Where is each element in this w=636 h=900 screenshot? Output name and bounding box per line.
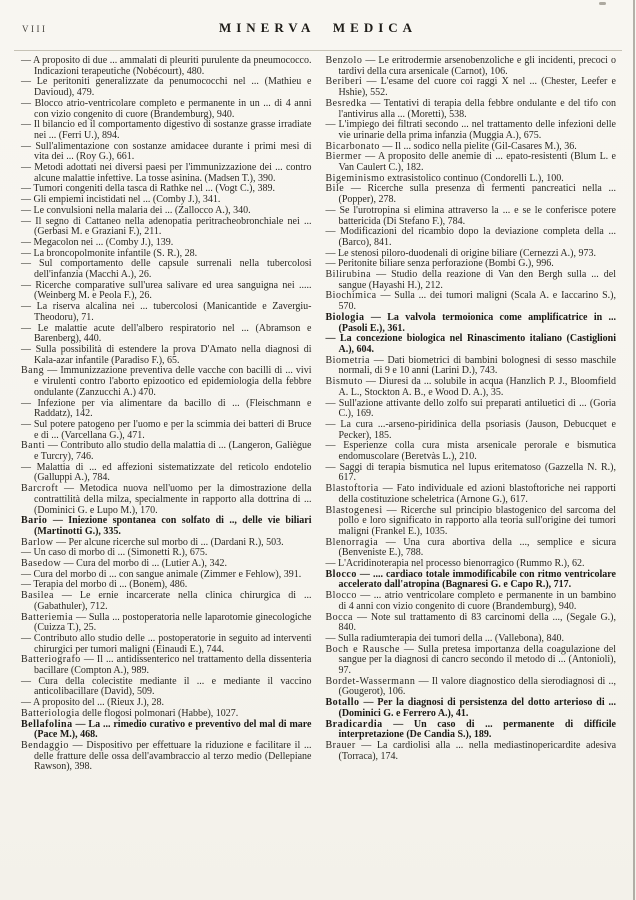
index-entry [326, 56, 617, 77]
entry-text: — Blocco atrio-ventricolare completo e permanente in un ... di 4 anni con vizio congenito di cuore (Brandemburg), 940. [21, 97, 312, 120]
index-entry [21, 677, 312, 698]
entry-headword: Bismuto [325, 376, 363, 388]
entry-headword: Barcroft [21, 483, 59, 495]
index-entry [21, 281, 312, 302]
index-entry [21, 655, 312, 676]
index-entry [326, 463, 617, 484]
entry-text: — Esperienze colla cura mista arsenicale perorale e bismutica endomuscolare (Beretvàs L.), 210. [325, 440, 616, 463]
index-entry [21, 399, 312, 420]
entry-headword: Blenorragia [325, 536, 379, 548]
entry-text: — La concezione biologica nel Rinascimento italiano (Castiglioni A.), 604. [325, 333, 616, 355]
entry-text: — Il segno di Cattaneo nella adenopatia peritracheobronchiale nei ... (Gerbasi M. e Graziani F.), 211. [21, 215, 312, 238]
entry-text: — La ... rimedio curativo e preventivo del mal di mare (Pace M.), 468. [34, 718, 312, 741]
index-entry [326, 645, 617, 677]
index-entry [326, 120, 617, 141]
index-entry [21, 345, 312, 366]
entry-text: — Sul comportamento delle capsule surrenali nella tubercolosi dell'infanzia (Macchi A.), 26. [21, 258, 312, 281]
index-entry [21, 259, 312, 280]
index-entry [21, 324, 312, 345]
entry-text: — Le convulsioni nella malaria dei ... (Zallocco A.), 340. [21, 204, 251, 216]
entry-text: — L'Acridinoterapia nel processo bienorragico (Rummo R.), 62. [325, 558, 585, 570]
index-entry [326, 99, 617, 120]
entry-headword: Bendaggio [21, 740, 69, 751]
entry-text: — Sull'azione attivante dello zolfo sui preparati antiluetici di ... (Goria C.), 169. [325, 397, 616, 420]
entry-headword: Blastoftoria [325, 483, 379, 495]
entry-headword: Biermer [325, 151, 362, 163]
entry-headword: Besredka [325, 97, 367, 109]
entry-headword: Beriberi [325, 76, 363, 88]
index-entry [21, 613, 312, 634]
entry-text: — Contributo allo studio della malattia di ... (Langeron, Galiègue e Turcry), 746. [34, 440, 312, 463]
entry-text: — Il valore diagnostico della sierodiagnosi di .., (Gougerot), 106. [338, 675, 617, 698]
entry-text: — Sulla pretesa importanza della coagulazione del sangue per la diagnosi di cancro secondo il metodo di ... (Antonioli), 97. [338, 643, 616, 677]
index-entry [326, 152, 617, 173]
entry-text: — La broncopolmonite infantile (S. R.), 28. [21, 247, 198, 259]
entry-text: — Le ernie incarcerate nella clinica chirurgica di ... (Gabathuler), 712. [34, 590, 312, 612]
entry-text: — Sulla possibilità di estendere la prova D'Amato nella diagnosi di Kala-azar infantile (Paradiso F.), 65. [21, 343, 312, 366]
index-entry [326, 313, 617, 334]
entry-headword: Banti [21, 440, 46, 452]
entry-text: — Immunizzazione preventiva delle vacche con bacilli di ... vivi e virulenti contro l'aborto epizootico ed epidemiologia della febbre ondulante (Zanzucchi A.) 470. [34, 365, 312, 398]
index-entry [21, 163, 312, 184]
entry-text: — Studio della reazione di Van den Bergh sulla ... del sangue (Hayashi H.), 212. [338, 269, 616, 291]
entry-text: delle flogosi polmonari (Habbe), 1027. [82, 707, 239, 719]
index-entry [326, 227, 617, 248]
index-entry [21, 142, 312, 163]
journal-title: MINERVA MEDICA [218, 20, 418, 35]
entry-text: — Le eritrodermie arsenobenzoliche e gli incidenti, precoci o tardivi della cura arsenicale (Carnot), 106. [338, 55, 616, 77]
entry-headword: Bilirubina [325, 269, 372, 281]
index-entry [326, 538, 617, 559]
index-entry [21, 77, 312, 98]
entry-headword: Bicarbonato [325, 140, 380, 152]
entry-text: — Gli empiemi incistidati nel ... (Comby J.), 341. [21, 194, 221, 206]
entry-text: — Terapia del morbo di ... (Bonem), 486. [21, 579, 188, 591]
entry-headword: Bile [325, 183, 345, 195]
index-entry [21, 484, 312, 516]
entry-text: — Dati biometrici di bambini bolognesi di sesso maschile normali, di 9 e 10 anni (Larini D.), 743. [338, 354, 617, 377]
entry-text: — Sul potere patogeno per l'uomo e per la scimmia dei batteri di Bruce e di ... (Varcellana G.), 471. [21, 418, 312, 441]
entry-headword: Batteriologia [21, 707, 80, 719]
entry-headword: Blastogenesi [325, 504, 383, 516]
entry-text: — Cura del morbo di ... con sangue animale (Zimmer e Fehlow), 391. [21, 568, 302, 580]
entry-text: — L'esame del cuore coi raggi X nel ... (Chester, Leefer e Hshie), 552. [338, 76, 616, 99]
entry-text: — Sulla ... postoperatoria nelle laparotomie ginecologiche (Cuizza T.), 25. [34, 611, 312, 634]
index-entry [326, 506, 617, 538]
entry-headword: Bellafolina [21, 718, 73, 730]
entry-text: — A proposito di due ... ammalati di pleuriti purulente da pneumococco. Indicazioni terapeutiche (Nobécourt), 480. [21, 55, 312, 77]
index-entry [326, 184, 617, 205]
index-entry [326, 206, 617, 227]
index-entry [21, 720, 312, 741]
index-columns [0, 51, 636, 773]
entry-text: — Megacolon nei ... (Comby J.), 139. [21, 236, 174, 248]
entry-headword: Bradicardia [325, 718, 383, 730]
entry-text: — Tumori congeniti della tasca di Rathke nel ... (Vogt C.), 389. [21, 183, 275, 195]
entry-text: — Ricerche comparative sull'urea salivare ed urea sanguigna nei ..... (Weinberg M. e Peola F.), 26. [21, 279, 312, 302]
index-entry [326, 698, 617, 719]
entry-text: — Ricerche sulla presenza di fermenti pancreatici nella ... (Popper), 278. [338, 183, 616, 206]
index-entry [21, 741, 312, 773]
entry-text: — Per alcune ricerche sul morbo di ... (Dardani R.), 503. [55, 536, 284, 548]
index-entry [326, 720, 617, 741]
entry-text: — Note sul trattamento di 83 carcinomi della ..., (Segale G.), 840. [338, 611, 617, 634]
entry-headword: Batteriografo [21, 654, 81, 666]
entry-text: — Un caso di ... permanente di difficile interpretazione (De Candia S.), 189. [338, 718, 616, 741]
index-entry [326, 677, 617, 698]
entry-text: — A proposito delle anemie di ... epato-resistenti (Blum L. e Van Caulert C.), 182. [338, 151, 616, 174]
entry-text: — Le stenosi piloro-duodenali di origine biliare (Cernezzi A.), 973. [325, 247, 596, 259]
entry-text: — Le malattie acute dell'albero respiratorio nel ... (Abramson e Barenberg), 440. [21, 322, 312, 345]
entry-text: extrasistolico continuo (Condorelli L.), 100. [387, 172, 564, 184]
entry-text: — Infezione per via alimentare da bacillo di ... (Fleischmann e Raddatz), 142. [21, 397, 312, 420]
index-entry [21, 634, 312, 655]
index-entry [326, 270, 617, 291]
entry-text: — L'impiego dei filtrati secondo ... nel trattamento delle infezioni delle vie urinarie della prima infanzia (Muggia A.), 675. [325, 119, 616, 141]
entry-text: — Sulla radiumterapia dei tumori della ... (Vallebona), 840. [325, 632, 565, 644]
index-entry [21, 441, 312, 462]
entry-text: — Cura della colecistite mediante il ... e mediante il vaccino anticolibacillare (David), 509. [21, 675, 312, 698]
entry-text: — .... cardiaco totale immodificabile con ritmo ventricolare accelerato dall'atropina (Bagnaresi G. e Capo R.), 717. [338, 568, 616, 591]
entry-text: — ... atrio ventricolare completo e permanente in un bambino di 4 anni con vizio congenito di cuore (Brandemburg), 940. [338, 590, 616, 612]
index-entry [21, 217, 312, 238]
index-entry [326, 484, 617, 505]
entry-text: — Ricerche sul principio blastogenico del sarcoma del pollo e loro significato in rapporto alla teoria sull'origine dei tumori maligni (Frankel E.), 1035. [338, 504, 616, 537]
entry-text: — Il ... antidissenterico nel trattamento della dissenteria bacillare (Compton A.), 989. [34, 654, 312, 677]
entry-headword: Bordet-Wassermann [325, 675, 416, 687]
scan-edge-artifact [633, 0, 635, 900]
index-entry [21, 56, 312, 77]
entry-headword: Biometria [325, 354, 370, 366]
entry-headword: Biologia [325, 311, 365, 323]
index-entry [326, 291, 617, 312]
index-entry [21, 463, 312, 484]
entry-text: — Diuresi da ... solubile in acqua (Hanzlich P. J., Bloomfield A. L., Stockton A. B., e Wood D. A.), 35. [338, 376, 616, 398]
index-entry [326, 420, 617, 441]
entry-text: — Il bilancio ed il comportamento digestivo di sostanze grasse irradiate nei ... (Ferri U.), 894. [21, 119, 312, 141]
entry-headword: Blocco [325, 590, 357, 602]
entry-text: — Fato individuale ed azioni blastoftoriche nei rapporti della costituzione scheletrica (Arnone G.), 617. [338, 483, 617, 505]
index-entry [326, 334, 617, 355]
entry-headword: Basilea [21, 590, 54, 602]
entry-text: — La cardiolisi alla ... nella mediastinopericardite adesiva (Torraca), 174. [338, 740, 617, 762]
entry-text: — Metodi adottati nei diversi paesi per l'immunizzazione dei ... contro alcune malattie infettive. La tosse asinina. (Madsen T.), 390. [21, 162, 312, 184]
index-entry [21, 516, 312, 537]
index-entry [326, 399, 617, 420]
page-number: VIII [22, 24, 48, 34]
index-entry [21, 591, 312, 612]
entry-text: — Metodica nuova nell'uomo per la dimostrazione della contrattilità della milza, specialmente in rapporto alla dottrina di ... (Dominici G. e Lupo M.), 170. [34, 483, 312, 516]
entry-headword: Botallo [325, 697, 360, 709]
index-entry [21, 366, 312, 398]
entry-headword: Bigeminismo [325, 172, 385, 184]
entry-text: — Tentativi di terapia della febbre ondulante e del tifo con l'antivirus alla ... (Moretti), 538. [338, 97, 616, 120]
entry-text: — A proposito del ... (Rieux J.), 28. [21, 697, 165, 709]
index-entry [326, 613, 617, 634]
page-header [0, 0, 636, 44]
entry-text: — Le peritoniti generalizzate da penumococchi nel ... (Mathieu e Davioud), 479. [21, 76, 312, 99]
entry-text: — Contributo allo studio delle ... postoperatorie in seguito ad interventi chirurgici per tumori maligni (Einaudi E.), 744. [21, 632, 312, 655]
index-entry [326, 741, 617, 762]
entry-text: — Un caso di morbo di ... (Simonetti R.), 675. [21, 547, 208, 559]
entry-headword: Biochimica [325, 290, 377, 302]
index-entry [21, 99, 312, 120]
entry-text: — Cura del morbo di ... (Lutier A.), 342. [63, 558, 227, 570]
index-entry [21, 302, 312, 323]
entry-text: — Sulla ... dei tumori maligni (Scala A. e Iaccarino S.), 570. [338, 290, 617, 313]
index-entry [326, 356, 617, 377]
entry-headword: Benzolo [325, 55, 363, 66]
index-column-right [326, 56, 617, 773]
entry-headword: Basedow [21, 558, 62, 570]
entry-text: — Sull'alimentazione con sostanze amidacee durante i primi mesi di vita dei ... (Roy G.), 661. [21, 140, 312, 163]
index-entry [326, 441, 617, 462]
entry-text: — La valvola termoionica come amplificatrice in ... (Pasoli E.), 361. [338, 311, 616, 334]
entry-text: — Iniezione spontanea con solfato di .., delle vie biliari (Martinotti G.), 335. [34, 515, 312, 537]
entry-text: — La riserva alcalina nei ... tubercolosi (Manicantide e Zavergiu-Theodoru), 71. [21, 301, 312, 323]
index-entry [21, 420, 312, 441]
entry-headword: Batteriemia [21, 611, 74, 623]
index-column-left [21, 56, 312, 773]
index-entry [326, 77, 617, 98]
entry-text: — Per la diagnosi di persistenza del dotto arterioso di ... (Dominici G. e Ferrero A.), 41. [338, 697, 617, 719]
entry-text: — Peritonite biliare senza perforazione (Bombi G.), 996. [325, 258, 554, 270]
index-entry [326, 570, 617, 591]
entry-headword: Boch e Rausche [325, 643, 400, 655]
entry-text: — Saggi di terapia bismutica nel lupus eritematoso (Gazzella N. R.), 617. [325, 461, 616, 484]
entry-text: — Dispositivo per effettuare la riduzione e facilitare il ... delle fratture delle ossa dell'avambraccio al terzo medio (Dellepiane Rawson), 398. [34, 740, 312, 773]
entry-text: — Se l'urotropina si elimina attraverso la ... e se le conferisce potere battericida (Di Stefano F.), 784. [325, 204, 616, 227]
index-entry [21, 120, 312, 141]
entry-headword: Bang [21, 365, 45, 377]
index-entry [326, 591, 617, 612]
entry-headword: Bario [21, 515, 48, 527]
index-entry [326, 377, 617, 398]
entry-text: — Il ... sodico nella pielite (Gil-Casares M.), 36. [382, 140, 577, 152]
entry-text: — Una cura abortiva della ..., semplice e sicura (Benveniste E.), 788. [338, 536, 617, 559]
entry-text: — La cura ...-arseno-piridinica della psoriasis (Jauson, Debucquet e Pecker), 185. [325, 418, 616, 441]
entry-headword: Barlow [21, 536, 54, 548]
entry-headword: Blocco [325, 568, 357, 580]
entry-text: — Modificazioni del ricambio dopo la deviazione completa della ... (Barco), 841. [325, 226, 616, 248]
entry-headword: Brauer [325, 740, 356, 751]
entry-headword: Bocca [325, 611, 353, 623]
entry-text: — Malattia di ... ed affezioni sistematizzate del reticolo endotelio (Galluppi A.), 784. [21, 461, 312, 484]
